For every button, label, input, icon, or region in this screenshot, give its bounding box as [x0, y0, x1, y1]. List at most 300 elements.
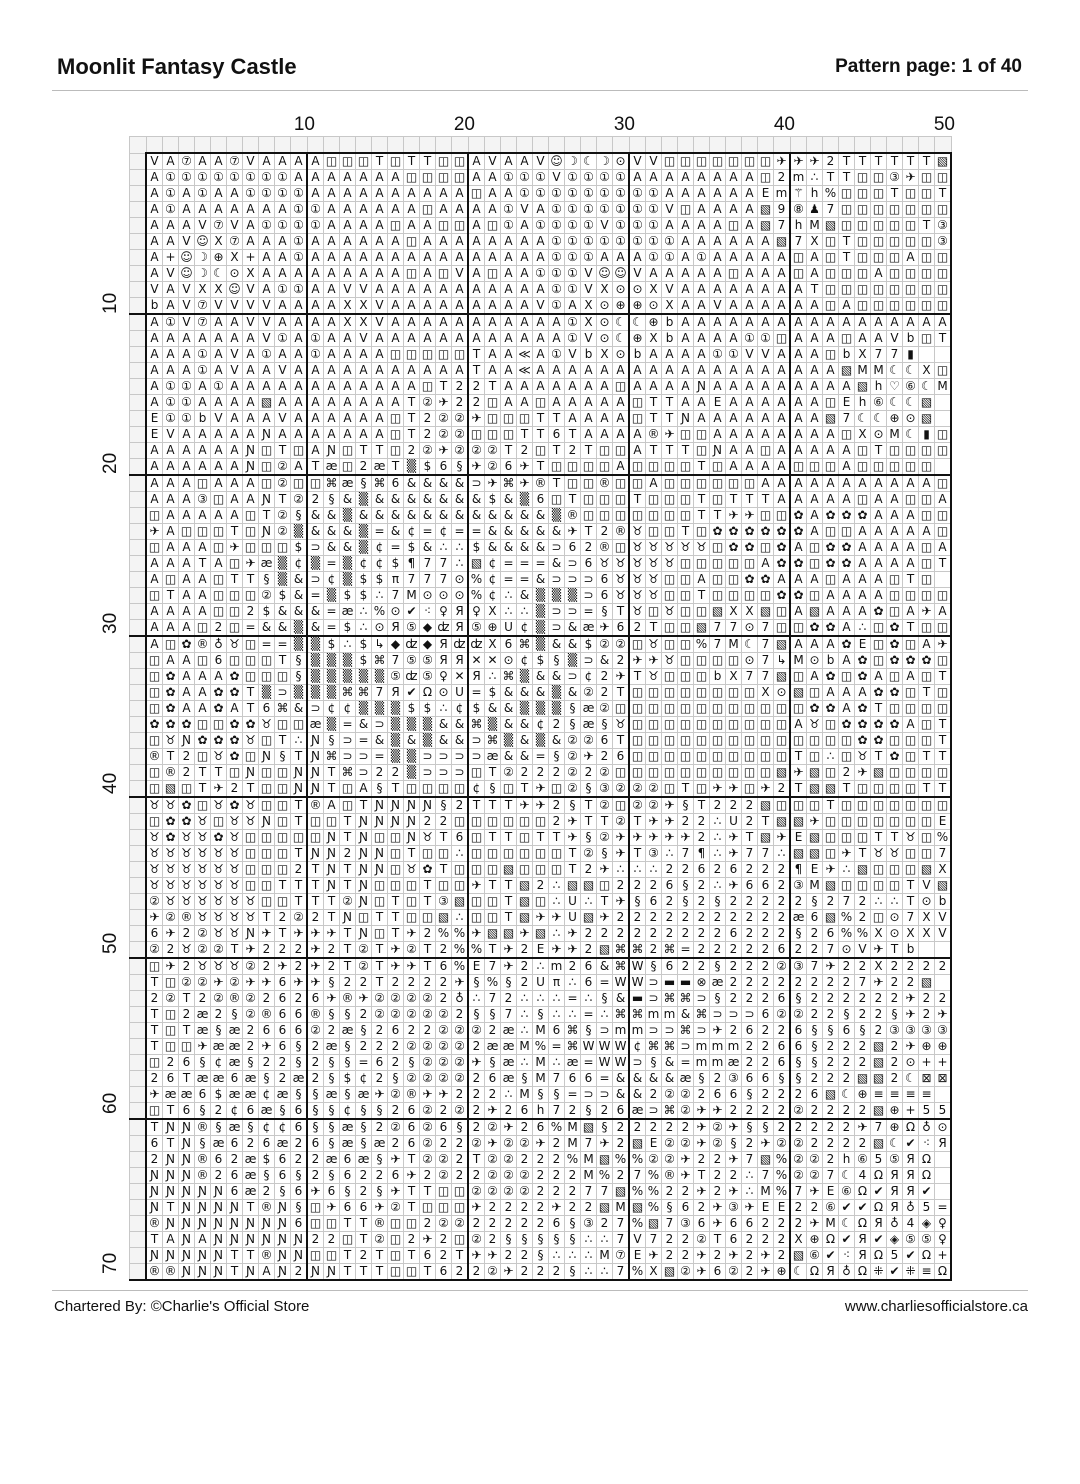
stitch-cell: A: [179, 347, 195, 363]
stitch-cell: Ɲ: [179, 1248, 195, 1264]
stitch-cell: A: [259, 1264, 275, 1281]
stitch-cell: A: [146, 202, 163, 218]
stitch-cell: ◫: [485, 266, 501, 282]
stitch-cell: ♀: [436, 669, 452, 685]
stitch-cell: ⊃: [436, 765, 452, 781]
stitch-cell: 7: [613, 1216, 630, 1232]
stitch-cell: T: [404, 1184, 420, 1200]
stitch-cell: §: [565, 1264, 581, 1281]
stitch-cell: $: [404, 540, 420, 556]
stitch-cell: h: [790, 218, 807, 234]
stitch-cell: A: [468, 202, 485, 218]
stitch-cell: ☾: [839, 1216, 855, 1232]
stitch-cell: ◫: [613, 797, 630, 814]
stitch-cell: T: [468, 797, 485, 814]
stitch-cell: 2: [388, 1136, 404, 1152]
stitch-cell: ◫: [935, 524, 952, 540]
stitch-cell: π: [549, 975, 565, 991]
stitch-cell: 7: [887, 347, 903, 363]
stitch-cell: +: [903, 1103, 919, 1120]
stitch-cell: ◫: [855, 443, 871, 459]
stitch-cell: ♉: [662, 604, 678, 620]
stitch-cell: [935, 1184, 952, 1200]
stitch-cell: 2: [581, 765, 597, 781]
stitch-cell: A: [356, 379, 372, 395]
stitch-cell: V: [935, 926, 952, 942]
stitch-cell: ✿: [887, 749, 903, 765]
stitch-cell: ◫: [517, 830, 533, 846]
stitch-cell: ®: [373, 1216, 386, 1230]
stitch-cell: 2: [291, 942, 308, 959]
stitch-cell: ♉: [646, 556, 662, 572]
stitch-cell: ①: [211, 170, 227, 186]
stitch-cell: +: [243, 250, 259, 266]
stitch-cell: A: [179, 620, 195, 637]
stitch-cell: A: [485, 250, 501, 266]
stitch-cell: m: [694, 1039, 710, 1055]
stitch-cell: æ: [324, 1039, 340, 1055]
stitch-cell: A: [468, 331, 485, 347]
stitch-cell: ✿: [195, 733, 211, 749]
stitch-cell: §: [501, 1232, 517, 1248]
stitch-cell: M: [581, 1168, 597, 1184]
stitch-cell: ①: [565, 218, 581, 234]
stitch-cell: 5: [919, 1200, 935, 1216]
stitch-cell: 2: [549, 1184, 565, 1200]
stitch-cell: ♀: [468, 604, 485, 620]
stitch-cell: ♉: [163, 878, 179, 894]
stitch-cell: 2: [307, 1232, 324, 1248]
stitch-cell: T: [549, 443, 565, 459]
stitch-cell: ◫: [533, 846, 549, 862]
stitch-cell: ▒: [404, 765, 420, 781]
stitch-cell: 2: [452, 1264, 469, 1281]
stitch-cell: 6: [807, 910, 823, 926]
stitch-cell: ①: [646, 202, 662, 218]
stitch-cell: ◫: [871, 910, 887, 926]
stitch-cell: ♉: [694, 540, 710, 556]
stitch-cell: 6: [742, 1216, 758, 1232]
stitch-cell: A: [742, 395, 758, 411]
stitch-cell: &: [517, 524, 533, 540]
stitch-cell: ①: [629, 218, 646, 234]
stitch-cell: A: [420, 234, 436, 250]
stitch-cell: 2: [662, 1232, 678, 1248]
stitch-cell: ♉: [227, 878, 243, 894]
stitch-cell: V: [710, 298, 726, 315]
stitch-cell: 2: [726, 1168, 742, 1184]
stitch-cell: Ɲ: [211, 1184, 227, 1200]
stitch-cell: $: [420, 701, 436, 717]
stitch-cell: ②: [388, 1200, 404, 1216]
stitch-cell: ◫: [935, 282, 952, 298]
pattern-row: [130, 862, 952, 878]
stitch-cell: ▒: [259, 685, 275, 701]
stitch-cell: ①: [581, 234, 597, 250]
stitch-cell: æ: [340, 604, 356, 620]
stitch-cell: ◫: [839, 331, 855, 347]
stitch-cell: m: [613, 1023, 630, 1039]
stitch-cell: ♉: [662, 653, 678, 669]
stitch-cell: 2: [388, 1103, 404, 1120]
stitch-cell: Ɲ: [179, 1264, 195, 1281]
stitch-cell: V: [227, 347, 243, 363]
stitch-cell: T: [243, 572, 259, 588]
stitch-cell: M: [790, 653, 807, 669]
stitch-cell: ♉: [179, 894, 195, 910]
stitch-cell: §: [372, 781, 388, 798]
stitch-cell: ✈: [420, 1087, 436, 1103]
stitch-cell: ◫: [935, 765, 952, 781]
stitch-cell: ✿: [227, 669, 243, 685]
stitch-cell: ◫: [887, 797, 903, 814]
stitch-cell: A: [146, 636, 163, 653]
stitch-cell: A: [501, 234, 517, 250]
stitch-cell: =: [549, 1039, 565, 1055]
stitch-cell: ⑦: [195, 298, 211, 315]
stitch-cell: ◫: [903, 234, 919, 250]
stitch-cell: ◫: [871, 620, 887, 637]
stitch-cell: ◫: [485, 910, 501, 926]
stitch-cell: ✔: [919, 1184, 935, 1200]
stitch-cell: ▧: [565, 878, 581, 894]
stitch-cell: A: [211, 508, 227, 524]
stitch-cell: &: [501, 701, 517, 717]
stitch-cell: [935, 459, 952, 476]
stitch-cell: 2: [726, 797, 742, 814]
stitch-cell: Ɲ: [211, 1248, 227, 1264]
stitch-cell: ◫: [903, 765, 919, 781]
stitch-cell: ⑤: [887, 1152, 903, 1168]
stitch-cell: A: [340, 363, 356, 379]
stitch-cell: A: [678, 314, 694, 331]
stitch-cell: Ɲ: [307, 765, 324, 781]
stitch-cell: ®: [164, 1264, 177, 1278]
stitch-cell: ✈: [517, 797, 533, 814]
stitch-cell: A: [823, 475, 839, 492]
stitch-cell: 2: [807, 942, 823, 959]
stitch-cell: A: [146, 395, 163, 411]
stitch-cell: A: [324, 331, 340, 347]
stitch-cell: 2: [710, 1248, 726, 1264]
stitch-cell: §: [565, 1232, 581, 1248]
stitch-cell: ◫: [678, 153, 694, 170]
stitch-cell: 2: [549, 1136, 565, 1152]
stitch-cell: ▒: [340, 669, 356, 685]
stitch-cell: ③: [919, 1023, 935, 1039]
stitch-cell: ◫: [935, 443, 952, 459]
stitch-cell: A: [726, 170, 742, 186]
stitch-cell: ✕: [485, 653, 501, 669]
stitch-cell: V: [662, 282, 678, 298]
stitch-cell: =: [307, 588, 324, 604]
stitch-cell: V: [935, 910, 952, 926]
stitch-cell: ◫: [581, 475, 597, 492]
stitch-cell: T: [404, 1200, 420, 1216]
stitch-cell: ✈: [533, 1136, 549, 1152]
stitch-cell: 2: [501, 1103, 517, 1120]
stitch-cell: ◫: [758, 765, 774, 781]
stitch-cell: A: [710, 170, 726, 186]
stitch-cell: 2: [807, 1103, 823, 1120]
stitch-cell: &: [307, 604, 324, 620]
stitch-cell: &: [565, 620, 581, 637]
stitch-cell: T: [935, 749, 952, 765]
stitch-cell: æ: [195, 1007, 211, 1023]
stitch-cell: ◫: [146, 733, 163, 749]
stitch-cell: ◫: [823, 395, 839, 411]
stitch-cell: ◫: [903, 814, 919, 830]
stitch-cell: 2: [774, 975, 791, 991]
stitch-cell: ②: [452, 1103, 469, 1120]
stitch-cell: 6: [823, 926, 839, 942]
pattern-row: [130, 1119, 952, 1136]
stitch-cell: ⌘: [502, 476, 515, 490]
stitch-cell: T: [436, 862, 452, 878]
stitch-cell: A: [307, 395, 324, 411]
stitch-cell: ◫: [259, 653, 275, 669]
stitch-cell: A: [790, 347, 807, 363]
stitch-cell: 2: [774, 862, 791, 878]
stitch-cell: &: [501, 749, 517, 765]
stitch-cell: ▧: [710, 604, 726, 620]
stitch-cell: A: [388, 314, 404, 331]
stitch-cell: T: [163, 1103, 179, 1120]
stitch-cell: §: [742, 1087, 758, 1103]
stitch-cell: ◫: [823, 250, 839, 266]
stitch-cell: ▧: [452, 894, 469, 910]
stitch-cell: h: [855, 395, 871, 411]
stitch-cell: ◫: [565, 459, 581, 476]
stitch-cell: Ɲ: [243, 459, 259, 476]
stitch-cell: T: [678, 443, 694, 459]
stitch-cell: ◫: [887, 862, 903, 878]
stitch-cell: 7: [646, 1232, 662, 1248]
stitch-cell: ▒: [307, 556, 324, 572]
stitch-cell: T: [404, 1248, 420, 1264]
pattern-row: [130, 1168, 952, 1184]
pattern-row: [130, 765, 952, 781]
stitch-cell: A: [694, 314, 710, 331]
stitch-cell: ②: [211, 991, 227, 1007]
stitch-cell: A: [195, 588, 211, 604]
stitch-cell: 2: [324, 942, 340, 959]
stitch-cell: Ɲ: [275, 1248, 291, 1264]
stitch-cell: ☾: [581, 153, 597, 170]
stitch-cell: 2: [694, 942, 710, 959]
stitch-cell: ✈: [807, 1216, 823, 1232]
stitch-cell: ¢: [404, 524, 420, 540]
stitch-cell: T: [887, 153, 903, 170]
stitch-cell: A: [694, 266, 710, 282]
stitch-cell: ✈: [307, 926, 324, 942]
stitch-cell: ✿: [163, 830, 179, 846]
stitch-cell: §: [678, 797, 694, 814]
stitch-cell: ▒: [404, 749, 420, 765]
stitch-cell: A: [388, 298, 404, 315]
stitch-cell: Ɲ: [291, 1248, 308, 1264]
stitch-cell: ♁: [903, 1200, 919, 1216]
stitch-cell: A: [291, 298, 308, 315]
stitch-cell: T: [146, 1023, 163, 1039]
stitch-cell: ⊃: [307, 540, 324, 556]
stitch-cell: ◫: [485, 427, 501, 443]
stitch-cell: M: [533, 1071, 549, 1087]
stitch-cell: 2: [726, 942, 742, 959]
stitch-cell: ✈: [903, 1007, 919, 1023]
stitch-cell: ®: [228, 991, 241, 1005]
stitch-cell: A: [646, 347, 662, 363]
stitch-cell: A: [291, 170, 308, 186]
stitch-cell: ◫: [452, 814, 469, 830]
stitch-cell: ▧: [823, 781, 839, 798]
stitch-cell: ①: [694, 250, 710, 266]
stitch-cell: 2: [436, 1103, 452, 1120]
stitch-cell: T: [356, 1232, 372, 1248]
stitch-cell: ✈: [259, 975, 275, 991]
stitch-cell: 6: [742, 878, 758, 894]
stitch-cell: 2: [549, 814, 565, 830]
stitch-cell: ✿: [823, 669, 839, 685]
stitch-cell: §: [324, 733, 340, 749]
pattern-row: [130, 878, 952, 894]
stitch-cell: ♉: [227, 862, 243, 878]
stitch-cell: ①: [259, 186, 275, 202]
stitch-cell: 6: [291, 1119, 308, 1136]
stitch-cell: 2: [452, 1152, 469, 1168]
stitch-cell: T: [291, 814, 308, 830]
stitch-cell: ①: [581, 250, 597, 266]
stitch-cell: ✈: [726, 1184, 742, 1200]
stitch-cell: A: [307, 153, 324, 170]
stitch-cell: 7: [662, 1216, 678, 1232]
stitch-cell: T: [485, 942, 501, 959]
stitch-cell: A: [468, 250, 485, 266]
column-number: 20: [453, 114, 475, 135]
stitch-cell: 2: [597, 926, 613, 942]
stitch-cell: A: [726, 459, 742, 476]
stitch-cell: A: [501, 250, 517, 266]
stitch-cell: ◫: [678, 701, 694, 717]
stitch-cell: ▧: [823, 878, 839, 894]
stitch-cell: ◆: [388, 636, 404, 653]
stitch-cell: ∴: [549, 1055, 565, 1071]
stitch-cell: 2: [485, 1216, 501, 1232]
stitch-cell: ®: [307, 1007, 324, 1023]
stitch-cell: &: [307, 524, 324, 540]
stitch-cell: ①: [179, 395, 195, 411]
stitch-cell: 2: [823, 1136, 839, 1152]
stitch-cell: ①: [275, 170, 291, 186]
stitch-cell: ✈: [146, 910, 163, 926]
stitch-cell: ②: [597, 765, 613, 781]
stitch-cell: A: [356, 170, 372, 186]
stitch-cell: Ɲ: [195, 1184, 211, 1200]
stitch-cell: Ɲ: [404, 797, 420, 814]
stitch-cell: 2: [436, 991, 452, 1007]
stitch-cell: T: [565, 846, 581, 862]
stitch-cell: Ɲ: [259, 427, 275, 443]
stitch-cell: A: [195, 540, 211, 556]
stitch-cell: ¢: [227, 1103, 243, 1120]
stitch-cell: ∴: [291, 733, 308, 749]
stitch-cell: A: [356, 186, 372, 202]
stitch-cell: A: [436, 298, 452, 315]
stitch-cell: A: [420, 363, 436, 379]
stitch-cell: ◫: [710, 556, 726, 572]
stitch-cell: ①: [517, 186, 533, 202]
stitch-cell: 2: [452, 797, 469, 814]
stitch-cell: ◫: [742, 749, 758, 765]
stitch-cell: A: [501, 186, 517, 202]
stitch-cell: A: [710, 331, 726, 347]
stitch-cell: ③: [935, 234, 952, 250]
stitch-cell: ☾: [887, 395, 903, 411]
stitch-cell: ✈: [935, 1007, 952, 1023]
stitch-cell: 6: [613, 620, 630, 637]
stitch-cell: A: [243, 475, 259, 492]
stitch-cell: 2: [774, 1087, 791, 1103]
stitch-cell: A: [807, 427, 823, 443]
pattern-row: [130, 669, 952, 685]
stitch-cell: ◫: [903, 202, 919, 218]
stitch-cell: ⊃: [356, 765, 372, 781]
stitch-cell: A: [275, 395, 291, 411]
stitch-cell: ¢: [324, 701, 340, 717]
stitch-cell: ◫: [259, 894, 275, 910]
stitch-cell: A: [533, 379, 549, 395]
stitch-cell: V: [340, 282, 356, 298]
stitch-cell: A: [146, 186, 163, 202]
stitch-cell: ◫: [823, 846, 839, 862]
stitch-cell: A: [758, 427, 774, 443]
stitch-cell: A: [227, 314, 243, 331]
stitch-cell: ¢: [340, 701, 356, 717]
stitch-cell: ✈: [388, 1152, 404, 1168]
stitch-cell: ♉: [646, 669, 662, 685]
stitch-cell: ◫: [678, 620, 694, 637]
stitch-cell: 2: [758, 862, 774, 878]
stitch-cell: §: [468, 975, 485, 991]
stitch-cell: ♉: [613, 556, 630, 572]
stitch-cell: A: [678, 347, 694, 363]
stitch-cell: 2: [694, 894, 710, 910]
pattern-row: [130, 749, 952, 765]
stitch-cell: T: [146, 975, 163, 991]
stitch-cell: &: [420, 540, 436, 556]
stitch-cell: A: [903, 604, 919, 620]
stitch-cell: A: [388, 250, 404, 266]
stitch-cell: 2: [372, 765, 388, 781]
stitch-cell: 2: [823, 1039, 839, 1055]
stitch-cell: X: [855, 427, 871, 443]
stitch-cell: ⌘: [695, 1007, 708, 1021]
stitch-cell: ▒: [356, 701, 372, 717]
stitch-cell: ◫: [243, 524, 259, 540]
stitch-cell: ▒: [356, 524, 372, 540]
footer-website[interactable]: www.charliesofficialstore.ca: [844, 1298, 1028, 1315]
stitch-cell: ①: [163, 170, 179, 186]
stitch-cell: ②: [291, 492, 308, 508]
stitch-cell: ◫: [420, 170, 436, 186]
pattern-row: [130, 186, 952, 202]
stitch-cell: A: [291, 395, 308, 411]
stitch-cell: T: [243, 781, 259, 798]
stitch-cell: ♉: [662, 540, 678, 556]
stitch-cell: ◫: [807, 540, 823, 556]
stitch-cell: T: [501, 894, 517, 910]
stitch-cell: ①: [549, 234, 565, 250]
